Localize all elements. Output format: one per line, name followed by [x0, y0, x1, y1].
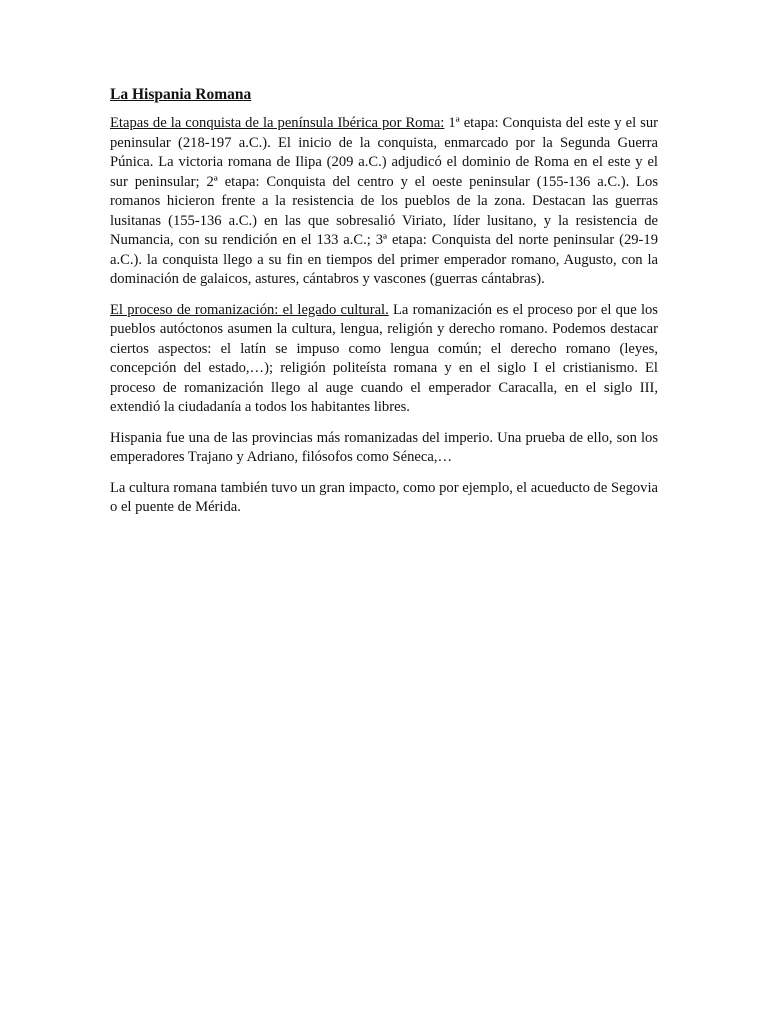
paragraph-heading: El proceso de romanización: el legado cultural.	[110, 301, 389, 318]
paragraph-romanized-provinces	[110, 429, 658, 468]
paragraph-heading: Etapas de la conquista de la península Ibérica por Roma:	[110, 115, 445, 131]
document-page	[110, 85, 658, 529]
paragraph-conquest-stages	[110, 114, 658, 290]
paragraph-body: La romanización es el proceso por el que los pueblos autóctonos asumen la cultura, lengua, religión y derecho romano. Podemos destacar ciertos aspectos: el latín se impuso como lengua común; el derecho romano (leyes, concepción del estado,…); religión politeísta romana y en el siglo I el cristianismo. El proceso de romanización llego al auge cuando el emperador Caracalla, en el siglo III, extendió la ciudadanía a todos los habitantes libres.	[110, 301, 658, 415]
paragraph-body: 1ª etapa: Conquista del este y el sur peninsular (218-197 a.C.). El inicio de la conquista, enmarcado por la Segunda Guerra Púnica. La victoria romana de Ilipa (209 a.C.) adjudicó el dominio de Roma en el este y el sur peninsular; 2ª etapa: Conquista del centro y el oeste peninsular (155-136 a.C.). Los romanos hicieron frente a la resistencia de los pueblos de la zona. Destacan las guerras lusitanas (155-136 a.C.) en las que sobresalió Viriato, líder lusitano, y la resistencia de Numancia, con su rendición en el 133 a.C.; 3ª etapa: Conquista del norte peninsular (29-19 a.C.). la conquista llego a su fin en tiempos del primer emperador romano, Augusto, con la dominación de galaicos, astures, cántabros y vascones (guerras cántabras).	[110, 115, 658, 287]
paragraph-body: La cultura romana también tuvo un gran impacto, como por ejemplo, el acueducto de Segovia o el puente de Mérida.	[110, 479, 658, 515]
paragraph-body: Hispania fue una de las provincias más romanizadas del imperio. Una prueba de ello, son los emperadores Trajano y Adriano, filósofos como Séneca,…	[110, 429, 658, 465]
paragraph-cultural-impact	[110, 479, 658, 518]
paragraph-romanization	[110, 301, 658, 418]
document-title: La Hispania Romana	[110, 86, 252, 103]
